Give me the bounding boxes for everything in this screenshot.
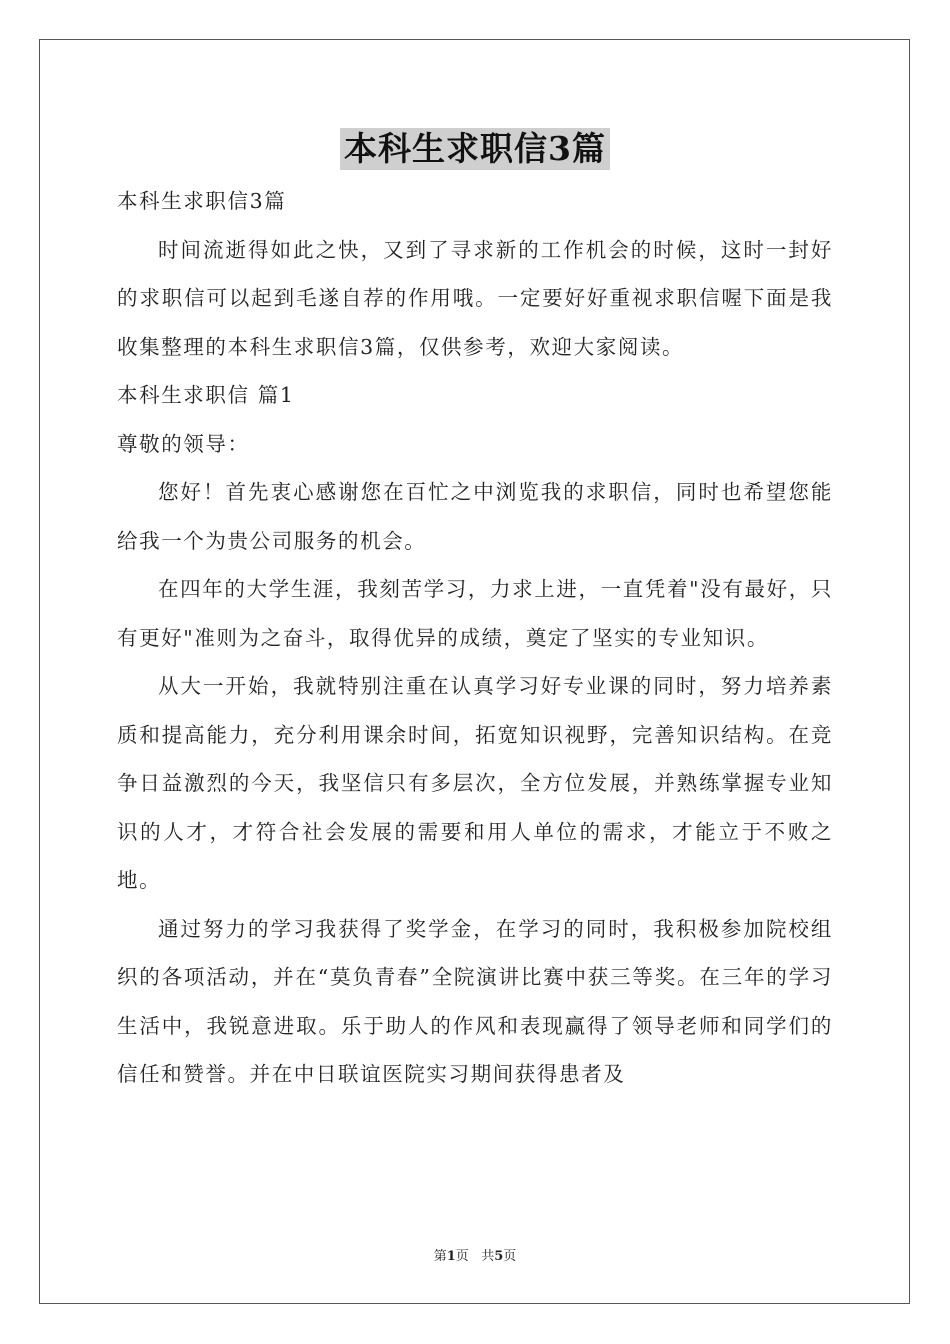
page-prefix: 第: [433, 1249, 447, 1264]
document-body: [117, 177, 833, 1099]
section-heading: 本科生求职信 篇1: [117, 383, 295, 407]
page-total: 5: [494, 1249, 504, 1264]
page-current: 1: [446, 1249, 456, 1264]
total-prefix: 共: [481, 1249, 495, 1264]
document-title: 本科生求职信3篇: [340, 128, 610, 170]
page-suffix: 页: [455, 1249, 469, 1264]
total-suffix: 页: [503, 1249, 517, 1264]
paragraph: 在四年的大学生涯，我刻苦学习，力求上进，一直凭着"没有最好，只有更好"准则为之奋斗，取得优异的成绩，奠定了坚实的专业知识。: [117, 577, 833, 650]
title-container: [0, 128, 950, 170]
salutation: 尊敬的领导：: [117, 431, 250, 456]
paragraph: 通过努力的学习我获得了奖学金，在学习的同时，我积极参加院校组织的各项活动，并在“莫负青春”全院演讲比赛中获三等奖。在三年的学习生活中，我锐意进取。乐于助人的作风和表现赢得了领导老师和同学们的信任和赞誉。并在中日联谊医院实习期间获得患者及: [117, 916, 833, 1086]
paragraph: 本科生求职信3篇: [117, 189, 287, 213]
paragraph: 时间流逝得如此之快，又到了寻求新的工作机会的时候，这时一封好的求职信可以起到毛遂自荐的作用哦。一定要好好重视求职信喔下面是我收集整理的本科生求职信3篇，仅供参考，欢迎大家阅读。: [117, 237, 833, 359]
page-footer: [0, 1248, 950, 1266]
paragraph: 从大一开始，我就特别注重在认真学习好专业课的同时，努力培养素质和提高能力，充分利用课余时间，拓宽知识视野，完善知识结构。在竞争日益激烈的今天，我坚信只有多层次，全方位发展，并熟练掌握专业知识的人才，才符合社会发展的需要和用人单位的需求，才能立于不败之地。: [117, 674, 833, 892]
paragraph: 您好！首先衷心感谢您在百忙之中浏览我的求职信，同时也希望您能给我一个为贵公司服务的机会。: [117, 480, 833, 553]
